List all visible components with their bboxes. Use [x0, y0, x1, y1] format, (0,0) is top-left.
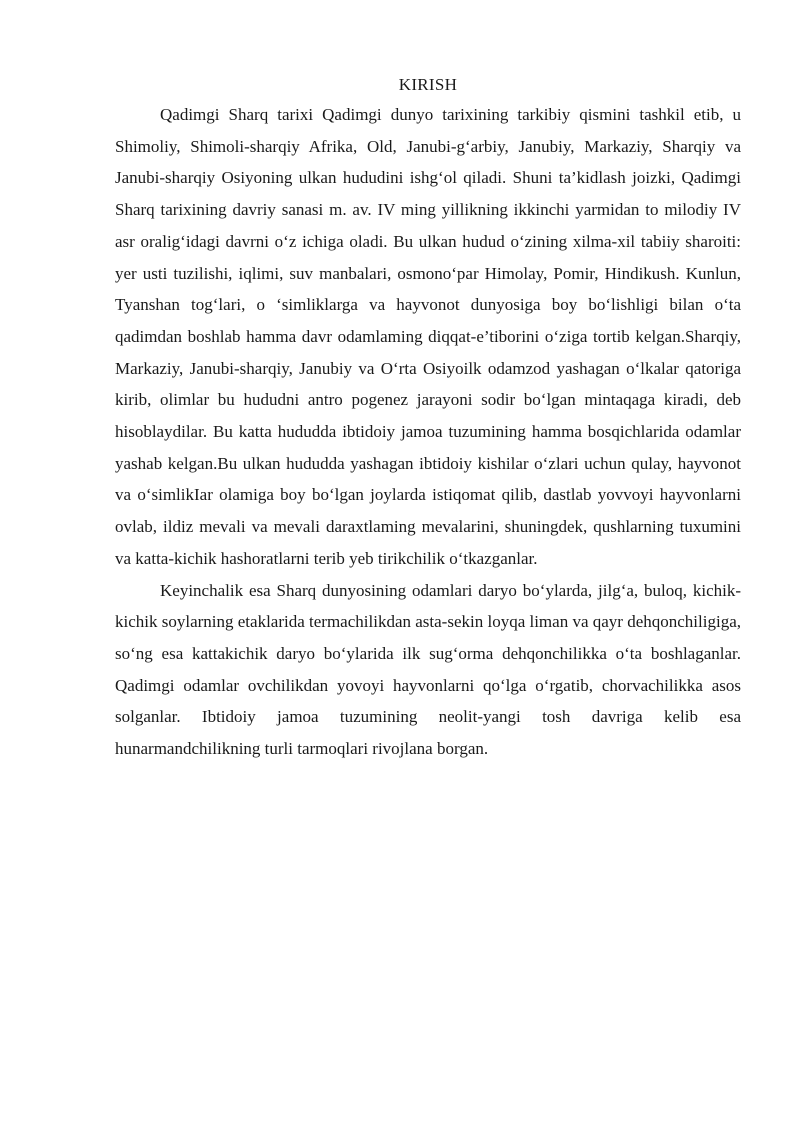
paragraph-1: Qadimgi Sharq tarixi Qadimgi dunyo tarixining tarkibiy qismini tashkil etib, u Shimoliy, Shimoli-sharqiy Afrika, Old, Janubi-g‘arbiy, Janubiy, Markaziy, Sharqiy va Janubi-sharqiy Osiyoning ulkan hududini ishg‘ol qiladi. Shuni ta’kidlash joizki, Qadimgi Sharq tarixining davriy sanasi m. av. IV ming yillikning ikkinchi yarmidan to milodiy IV asr oralig‘idagi davrni o‘z ichiga oladi. Bu ulkan hudud o‘zining xilma-xil tabiiy sharoiti: yer usti tuzilishi, iqlimi, suv manbalari, osmono‘par Himolay, Pomir, Hindikush. Kunlun, Tyanshan tog‘lari, o ‘simliklarga va hayvonot dunyosiga boy bo‘lishligi bilan o‘ta qadimdan boshlab hamma davr odamlaming diqqat-e’tiborini o‘ziga tortib kelgan.Sharqiy, Markaziy, Janubi-sharqiy, Janubiy va O‘rta Osiyoilk odamzod yashagan o‘lkalar qatoriga kirib, olimlar bu hududni antro pogenez jarayoni sodir bo‘lgan mintaqaga kiradi, deb hisoblaydilar. Bu katta hududda ibtidoiy jamoa tuzumining hamma bosqichlarida odamlar yashab kelgan.Bu ulkan hududda yashagan ibtidoiy kishilar o‘zlari uchun qulay, hayvonot va o‘simlikIar olamiga boy bo‘lgan joylarda istiqomat qilib, dastlab yovvoyi hayvonlarni ovlab, ildiz mevali va mevali daraxtlaming mevalarini, shuningdek, qushlarning tuxumini va katta-kichik hashoratlarni terib yeb tirikchilik o‘tkazganlar.: [115, 105, 741, 568]
document-page: [115, 71, 741, 765]
paragraph-2: Keyinchalik esa Sharq dunyosining odamlari daryo bo‘ylarda, jilg‘a, buloq, kichik-kichik soylarning etaklarida termachilikdan asta-sekin loyqa liman va qayr dehqonchiligiga, so‘ng esa kattakichik daryo bo‘ylarida ilk sug‘orma dehqonchilikka o‘ta boshlaganlar. Qadimgi odamlar ovchilikdan yovoyi hayvonlarni qo‘lga o‘rgatib, chorvachilikka asos solganlar. Ibtidoiy jamoa tuzumining neolit-yangi tosh davriga kelib esa hunarmandchilikning turli tarmoqlari rivojlana borgan.: [115, 580, 741, 759]
page-title: KIRISH: [398, 75, 458, 94]
